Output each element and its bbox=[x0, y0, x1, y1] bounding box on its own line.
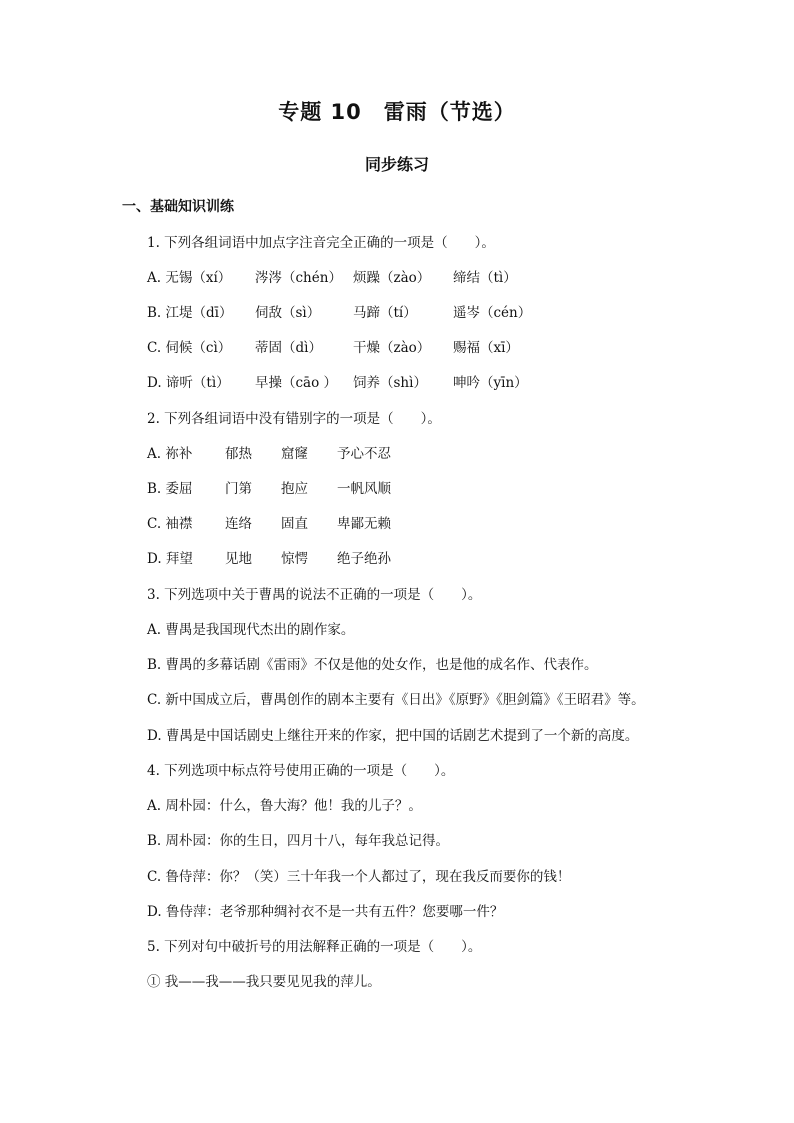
q1-c-word-2: 蒂固（dì） bbox=[255, 340, 322, 356]
q1-a-word-1: A. 无锡（xí） bbox=[147, 270, 232, 286]
q2-b-word-2: 门第 bbox=[225, 481, 252, 497]
q2-b-word-3: 抱应 bbox=[281, 481, 308, 497]
q2-stem: 2. 下列各组词语中没有错别字的一项是（ ）。 bbox=[147, 411, 441, 427]
q1-a-word-2: 涔涔（chén） bbox=[255, 270, 342, 286]
q1-d-word-4: 呻吟（yīn） bbox=[453, 375, 528, 391]
q2-option-a bbox=[147, 444, 447, 464]
q3-option-c: C. 新中国成立后，曹禺创作的剧本主要有《日出》《原野》《胆剑篇》《王昭君》等。 bbox=[147, 692, 645, 708]
q1-c-word-4: 赐福（xī） bbox=[453, 340, 519, 356]
q3-option-a: A. 曹禺是我国现代杰出的剧作家。 bbox=[147, 622, 355, 638]
q1-option-c bbox=[147, 338, 573, 358]
q2-d-word-3: 惊愕 bbox=[281, 551, 308, 567]
q1-d-word-2: 早操（cāo ） bbox=[255, 375, 338, 391]
q4-option-d: D. 鲁侍萍：老爷那种绸衬衣不是一共有五件？您要哪一件？ bbox=[147, 904, 504, 920]
q2-a-word-3: 窟窿 bbox=[281, 446, 308, 462]
q2-option-c bbox=[147, 514, 447, 534]
q2-a-word-2: 郁热 bbox=[225, 446, 252, 462]
q1-a-word-3: 烦躁（zào） bbox=[353, 270, 431, 286]
q3-stem: 3. 下列选项中关于曹禺的说法不正确的一项是（ ）。 bbox=[147, 587, 482, 603]
q2-b-word-4: 一帆风顺 bbox=[337, 481, 391, 497]
q1-a-word-4: 缔结（tì） bbox=[453, 270, 517, 286]
q1-option-d bbox=[147, 373, 573, 393]
q1-d-word-1: D. 谛听（tì） bbox=[147, 375, 230, 391]
q3-option-d: D. 曹禺是中国话剧史上继往开来的作家，把中国的话剧艺术提到了一个新的高度。 bbox=[147, 728, 639, 744]
page-title: 专题 10 雷雨（节选） bbox=[278, 100, 516, 124]
q2-d-word-4: 绝子绝孙 bbox=[337, 551, 391, 567]
q4-option-b: B. 周朴园：你的生日，四月十八，每年我总记得。 bbox=[147, 833, 450, 849]
q2-b-word-1: B. 委屈 bbox=[147, 481, 193, 497]
q2-c-word-2: 连络 bbox=[225, 516, 252, 532]
q2-d-word-2: 见地 bbox=[225, 551, 252, 567]
q1-option-a bbox=[147, 268, 573, 288]
q1-stem: 1. 下列各组词语中加点字注音完全正确的一项是（ ）。 bbox=[147, 235, 495, 251]
q1-b-word-3: 马蹄（tí） bbox=[353, 305, 417, 321]
q1-option-b bbox=[147, 303, 573, 323]
q2-a-word-4: 予心不忍 bbox=[337, 446, 391, 462]
q3-option-b: B. 曹禺的多幕话剧《雷雨》不仅是他的处女作，也是他的成名作、代表作。 bbox=[147, 657, 598, 673]
q1-b-word-1: B. 江堤（dī） bbox=[147, 305, 233, 321]
q4-option-a: A. 周朴园：什么，鲁大海？他！我的儿子？。 bbox=[147, 798, 422, 814]
section-heading: 一、基础知识训练 bbox=[122, 199, 234, 215]
q2-d-word-1: D. 拜望 bbox=[147, 551, 193, 567]
q1-b-word-2: 伺敌（sì） bbox=[255, 305, 321, 321]
q1-c-word-3: 干燥（zào） bbox=[353, 340, 431, 356]
q1-c-word-1: C. 伺候（cì） bbox=[147, 340, 232, 356]
q2-a-word-1: A. 祢补 bbox=[147, 446, 193, 462]
q2-c-word-3: 固直 bbox=[281, 516, 308, 532]
q5-item-1: ① 我——我——我只要见见我的萍儿。 bbox=[147, 974, 381, 990]
q2-option-b bbox=[147, 479, 447, 499]
q2-option-d bbox=[147, 549, 447, 569]
q1-d-word-3: 饲养（shì） bbox=[353, 375, 427, 391]
q4-option-c: C. 鲁侍萍：你？（笑）三十年我一个人都过了，现在我反而要你的钱！ bbox=[147, 869, 571, 885]
q5-stem: 5. 下列对句中破折号的用法解释正确的一项是（ ）。 bbox=[147, 939, 482, 955]
q4-stem: 4. 下列选项中标点符号使用正确的一项是（ ）。 bbox=[147, 763, 455, 779]
q1-b-word-4: 遥岑（cén） bbox=[453, 305, 532, 321]
q2-c-word-1: C. 袖襟 bbox=[147, 516, 193, 532]
q2-c-word-4: 卑鄙无赖 bbox=[337, 516, 391, 532]
page-subtitle: 同步练习 bbox=[364, 155, 429, 174]
